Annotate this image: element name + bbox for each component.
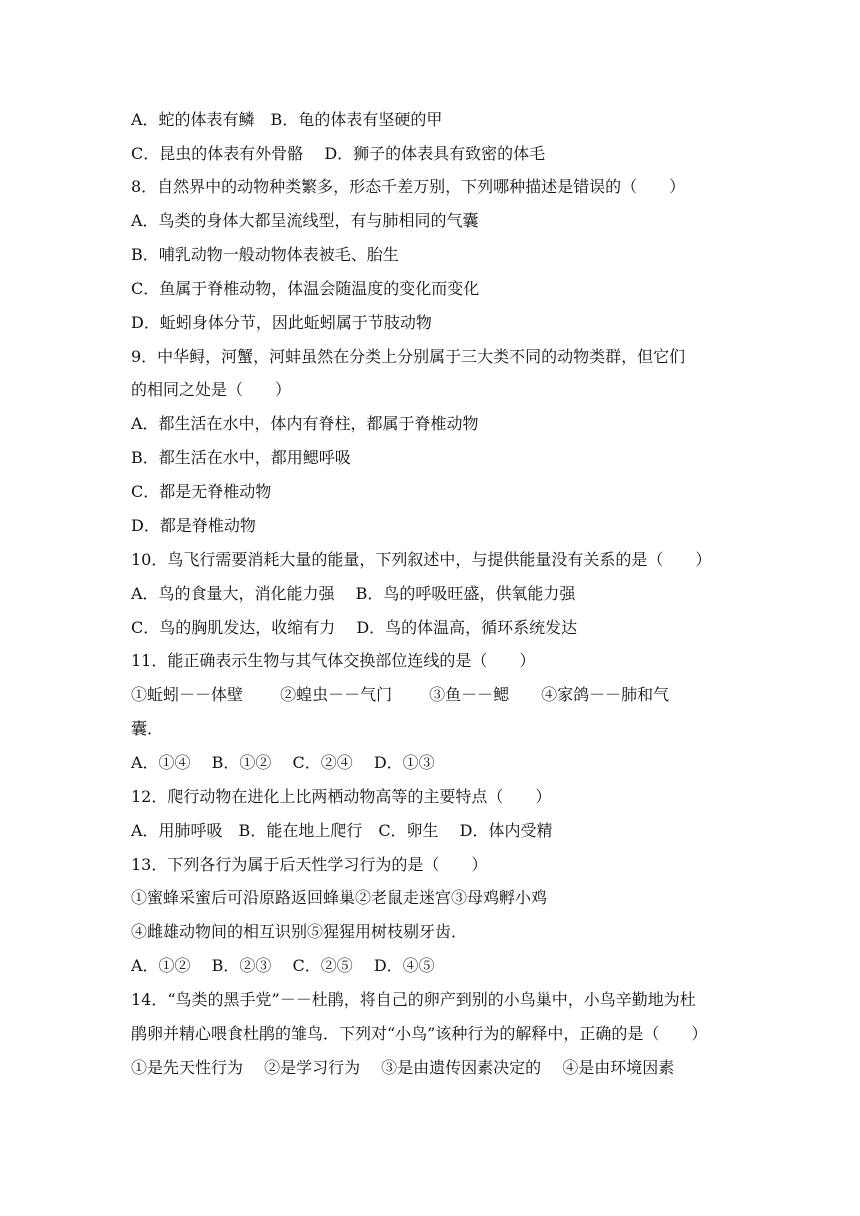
question-13-stem: 13．下列各行为属于后天性学习行为的是（ ） <box>131 855 488 874</box>
option-c: C．鱼属于脊椎动物，体温会随温度的变化而变化 <box>131 279 480 298</box>
question-11-items: ①蚯蚓－－体壁 ②蝗虫－－气门 ③鱼－－鳃 ④家鸽－－肺和气 <box>131 685 670 704</box>
option-c: C．都是无脊椎动物 <box>131 482 272 501</box>
question-14-stem: 14．“鸟类的黑手党”－－杜鹃，将自己的卵产到别的小鸟巢中，小鸟辛勤地为杜 <box>131 990 696 1009</box>
option-a: A．鸟类的身体大都呈流线型，有与肺相同的气囊 <box>131 211 479 230</box>
question-11-stem: 11．能正确表示生物与其气体交换部位连线的是（ ） <box>131 651 536 670</box>
question-14-items: ①是先天性行为 ②是学习行为 ③是由遗传因素决定的 ④是由环境因素 <box>131 1058 675 1077</box>
question-12-stem: 12．爬行动物在进化上比两栖动物高等的主要特点（ ） <box>131 787 552 806</box>
question-9-stem: 9．中华鲟，河蟹，河蚌虽然在分类上分别属于三大类不同的动物类群，但它们 <box>131 347 686 366</box>
text-line: A．蛇的体表有鳞 B．龟的体表有坚硬的甲 <box>131 110 443 129</box>
option-b: B．哺乳动物一般动物体表被毛、胎生 <box>131 245 399 264</box>
question-8-stem: 8．自然界中的动物种类繁多，形态千差万别，下列哪种描述是错误的（ ） <box>131 177 686 196</box>
question-10-stem: 10．鸟飞行需要消耗大量的能量，下列叙述中，与提供能量没有关系的是（ ） <box>131 550 712 569</box>
question-14-stem-cont: 鹃卵并精心喂食杜鹃的雏鸟．下列对“小鸟”该种行为的解释中，正确的是（ ） <box>131 1024 708 1043</box>
option-b: B．都生活在水中，都用鳃呼吸 <box>131 448 351 467</box>
options-ab: A．鸟的食量大，消化能力强 B．鸟的呼吸旺盛，供氧能力强 <box>131 584 576 603</box>
question-13-items-cont: ④雌雄动物间的相互识别⑤猩猩用树枝剔牙齿． <box>131 922 468 941</box>
option-d: D．蚯蚓身体分节，因此蚯蚓属于节肢动物 <box>131 313 432 332</box>
option-a: A．都生活在水中，体内有脊柱，都属于脊椎动物 <box>131 414 479 433</box>
question-12-options: A．用肺呼吸 B．能在地上爬行 C．卵生 D．体内受精 <box>131 821 553 840</box>
question-9-stem-cont: 的相同之处是（ ） <box>131 380 292 399</box>
text-line: C．昆虫的体表有外骨骼 D．狮子的体表具有致密的体毛 <box>131 144 546 163</box>
question-13-items: ①蜜蜂采蜜后可沿原路返回蜂巢②老鼠走迷宫③母鸡孵小鸡 <box>131 888 548 907</box>
option-d: D．都是脊椎动物 <box>131 516 256 535</box>
question-11-options: A．①④ B．①② C．②④ D．①③ <box>131 753 435 772</box>
question-13-options: A．①② B．②③ C．②⑤ D．④⑤ <box>131 956 435 975</box>
options-cd: C．鸟的胸肌发达，收缩有力 D．鸟的体温高，循环系统发达 <box>131 618 578 637</box>
question-11-items-cont: 囊． <box>131 719 164 738</box>
